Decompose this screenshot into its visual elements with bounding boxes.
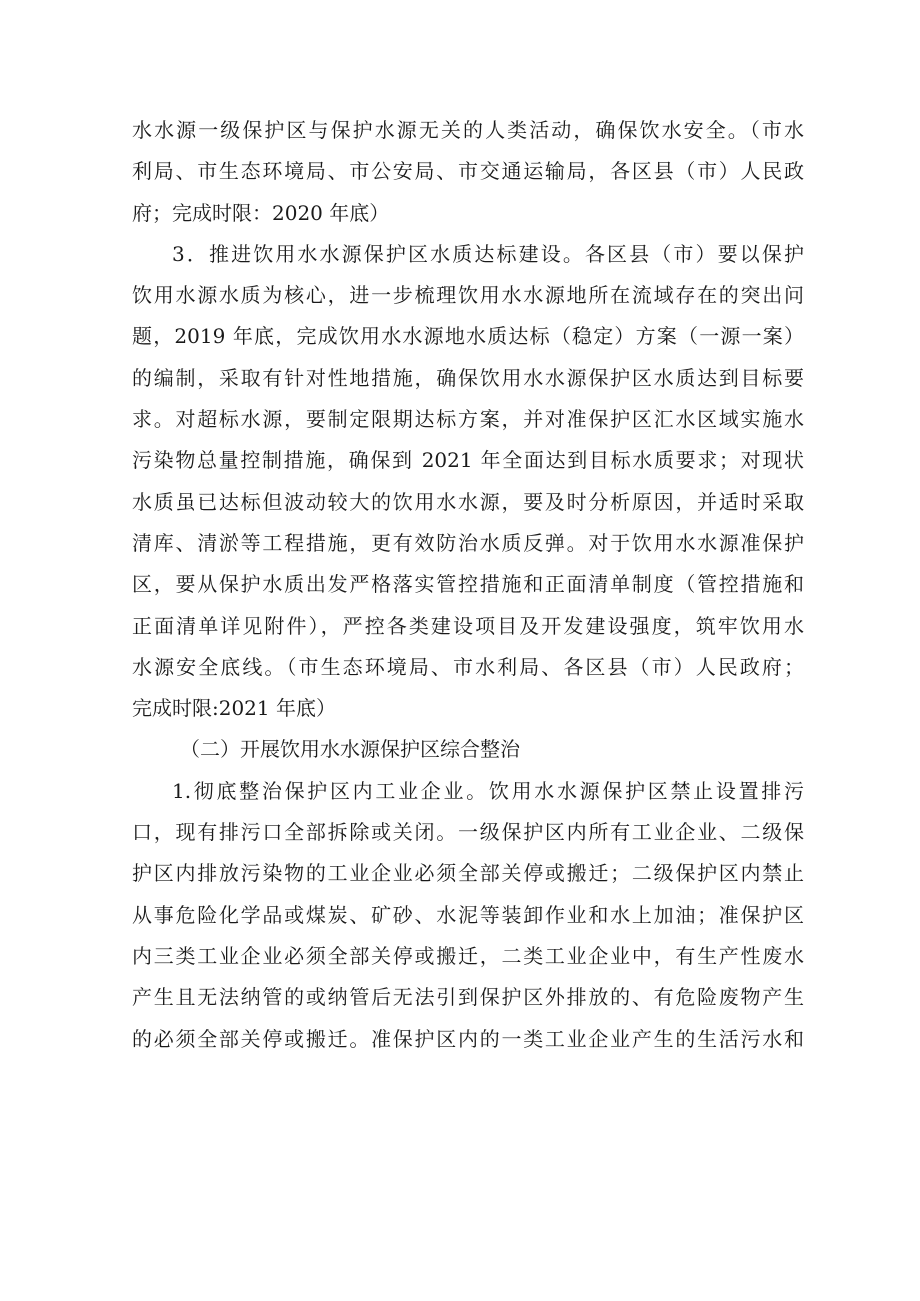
text-line: 口，现有排污口全部拆除或关闭。一级保护区内所有工业企业、二级保 [132, 820, 804, 845]
text-line: 完成时限:2021 年底） [132, 696, 336, 721]
text-line: 饮用水源水质为核心，进一步梳理饮用水水源地所在流域存在的突出问 [132, 283, 804, 308]
text-line: 区，要从保护水质出发严格落实管控措施和正面清单制度（管控措施和 [132, 572, 804, 597]
text-line: 3．推进饮用水水源保护区水质达标建设。各区县（市）要以保护 [172, 241, 804, 266]
text-line: 产生且无法纳管的或纳管后无法引到保护区外排放的、有危险废物产生 [132, 985, 804, 1010]
text-line: 水源安全底线。（市生态环境局、市水利局、各区县（市）人民政府； [132, 654, 804, 679]
text-line: 从事危险化学品或煤炭、矿砂、水泥等装卸作业和水上加油；准保护区 [132, 902, 804, 927]
text-line: 的必须全部关停或搬迁。准保护区内的一类工业企业产生的生活污水和 [132, 1026, 804, 1051]
document-body [132, 110, 804, 1060]
text-line: 水质虽已达标但波动较大的饮用水水源，要及时分析原因，并适时采取 [132, 489, 804, 514]
section-heading: （二）开展饮用水水源保护区综合整治 [180, 737, 520, 762]
text-line: 护区内排放污染物的工业企业必须全部关停或搬迁；二级保护区内禁止 [132, 861, 804, 886]
text-line: 府；完成时限：2020 年底） [132, 200, 390, 225]
text-line: 利局、市生态环境局、市公安局、市交通运输局，各区县（市）人民政 [132, 159, 804, 184]
text-line: 内三类工业企业必须全部关停或搬迁，二类工业企业中，有生产性废水 [132, 943, 804, 968]
text-line: 的编制，采取有针对性地措施，确保饮用水水源保护区水质达到目标要 [132, 365, 804, 390]
text-line: 求。对超标水源，要制定限期达标方案，并对准保护区汇水区域实施水 [132, 407, 804, 432]
text-line: 正面清单详见附件），严控各类建设项目及开发建设强度，筑牢饮用水 [132, 613, 804, 638]
text-line: 题，2019 年底，完成饮用水水源地水质达标（稳定）方案（一源一案） [132, 324, 804, 349]
text-line: 水水源一级保护区与保护水源无关的人类活动，确保饮水安全。（市水 [132, 118, 804, 142]
text-line: 污染物总量控制措施，确保到 2021 年全面达到目标水质要求；对现状 [132, 448, 804, 473]
text-line: 1.彻底整治保护区内工业企业。饮用水水源保护区禁止设置排污 [172, 778, 804, 803]
text-line: 清库、清淤等工程措施，更有效防治水质反弹。对于饮用水水源准保护 [132, 530, 804, 555]
